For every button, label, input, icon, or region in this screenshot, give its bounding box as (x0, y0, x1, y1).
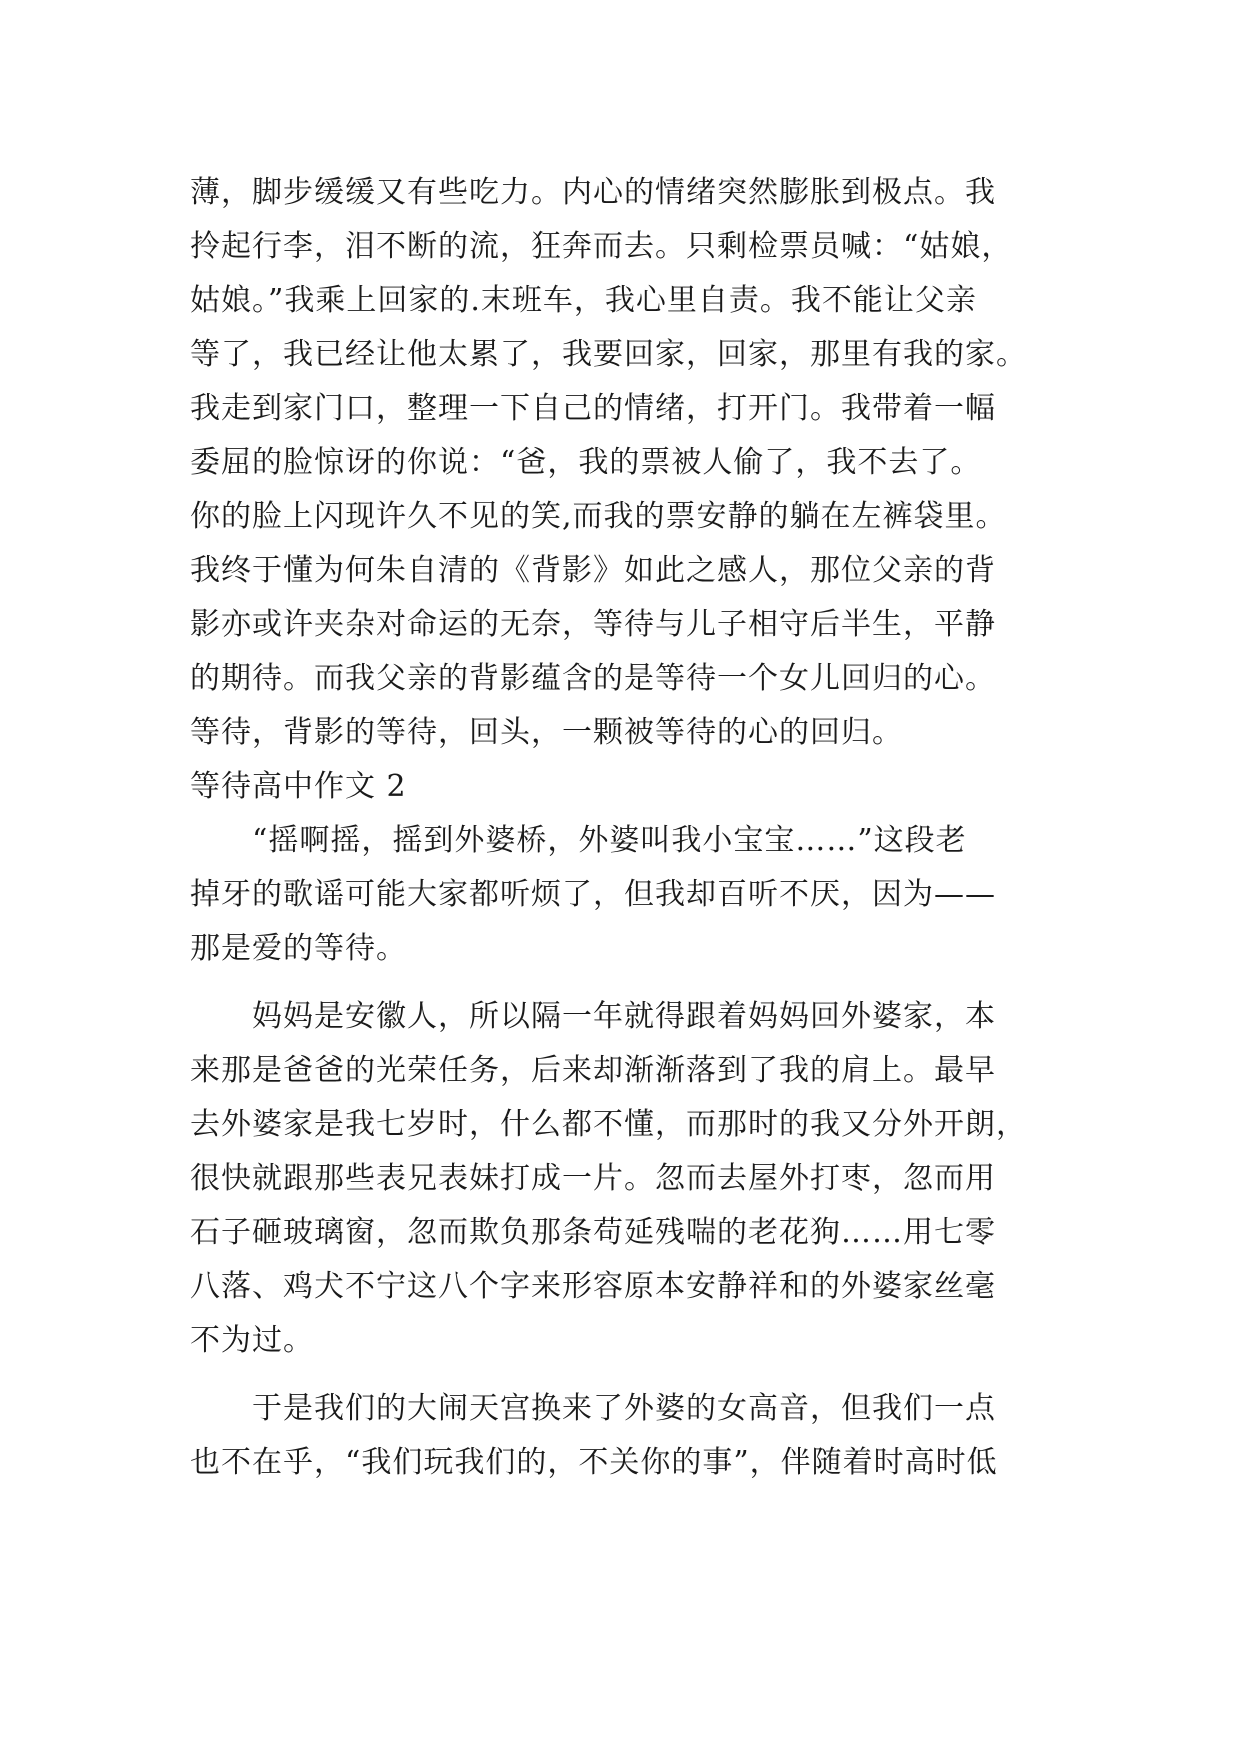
text-line: 等了，我已经让他太累了，我要回家，回家，那里有我的家。 (190, 337, 1027, 372)
paragraph-line: 来那是爸爸的光荣任务，后来却渐渐落到了我的肩上。最早 (190, 1053, 996, 1088)
text-line: 影亦或许夹杂对命运的无奈，等待与儿子相守后半生，平静 (190, 607, 996, 642)
paragraph-line: 八落、鸡犬不宁这八个字来形容原本安静祥和的外婆家丝毫 (190, 1269, 996, 1304)
text-line: 你的脸上闪现许久不见的笑,而我的票安静的躺在左裤袋里。 (190, 499, 1007, 534)
section-heading: 等待高中作文 2 (190, 769, 407, 804)
paragraph-line: “摇啊摇，摇到外婆桥，外婆叫我小宝宝……”这段老 (252, 823, 967, 858)
paragraph-line: 去外婆家是我七岁时，什么都不懂，而那时的我又分外开朗， (190, 1107, 1027, 1142)
paragraph-line: 那是爱的等待。 (190, 931, 407, 966)
paragraph-line: 也不在乎，“我们玩我们的，不关你的事”，伴随着时高时低 (190, 1445, 998, 1480)
text-line: 我终于懂为何朱自清的《背影》如此之感人，那位父亲的背 (190, 553, 996, 588)
text-line: 姑娘。”我乘上回家的.末班车，我心里自责。我不能让父亲 (190, 283, 977, 318)
paragraph-line: 不为过。 (190, 1323, 314, 1358)
text-line: 委屈的脸惊讶的你说：“爸，我的票被人偷了，我不去了。 (190, 445, 982, 480)
document-body (190, 166, 1062, 1490)
paragraph-line: 于是我们的大闹天宫换来了外婆的女高音，但我们一点 (252, 1391, 996, 1426)
text-line: 薄，脚步缓缓又有些吃力。内心的情绪突然膨胀到极点。我 (190, 175, 996, 210)
text-line: 等待，背影的等待，回头，一颗被等待的心的回归。 (190, 715, 903, 750)
paragraph-line: 妈妈是安徽人，所以隔一年就得跟着妈妈回外婆家，本 (252, 999, 996, 1034)
text-line: 的期待。而我父亲的背影蕴含的是等待一个女儿回归的心。 (190, 661, 996, 696)
paragraph-line: 石子砸玻璃窗，忽而欺负那条苟延残喘的老花狗……用七零 (190, 1215, 996, 1250)
text-line: 拎起行李，泪不断的流，狂奔而去。只剩检票员喊：“姑娘， (190, 229, 1013, 264)
paragraph-line: 很快就跟那些表兄表妹打成一片。忽而去屋外打枣，忽而用 (190, 1161, 996, 1196)
paragraph-line: 掉牙的歌谣可能大家都听烦了，但我却百听不厌，因为—— (190, 877, 996, 912)
text-line: 我走到家门口，整理一下自己的情绪，打开门。我带着一幅 (190, 391, 996, 426)
